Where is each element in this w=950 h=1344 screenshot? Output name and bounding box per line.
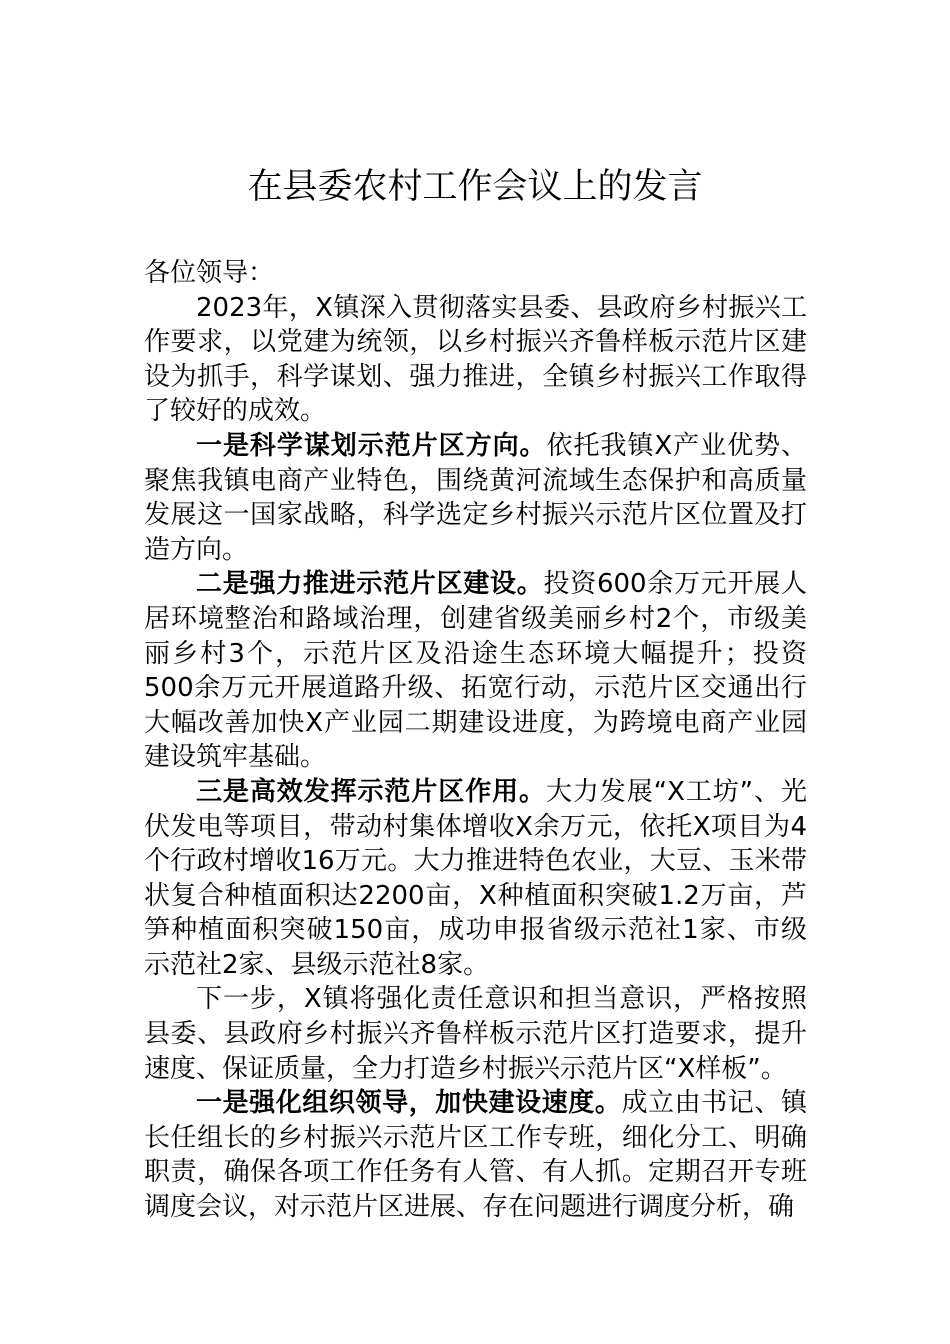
paragraph-text: 依托我镇X产业优势、聚焦我镇电商产业特色，围绕黄河流域生态保护和高质量发展这一国家战略，科学选定乡村振兴示范片区位置及打造方向。: [144, 430, 807, 565]
paragraph-lead: 一是科学谋划示范片区方向。: [196, 430, 547, 461]
paragraph-text: 大力发展“X工坊”、光伏发电等项目，带动村集体增收X余万元，依托X项目为4个行政村增收16万元。大力推进特色农业，大豆、玉米带状复合种植面积达2200亩，X种植面积突破1.2万亩，芦笋种植面积突破150亩，成功申报省级示范社1家、市级示范社2家、县级示范社8家。: [144, 776, 807, 980]
paragraph-lead: 一是强化组织领导，加快建设速度。: [196, 1088, 622, 1119]
paragraph-point-2: [144, 567, 807, 775]
paragraph-text: 下一步，X镇将强化责任意识和担当意识，严格按照县委、县政府乡村振兴齐鲁样板示范片区打造要求，提升速度、保证质量，全力打造乡村振兴示范片区“X样板”。: [144, 984, 807, 1084]
paragraph-point-1: [144, 429, 807, 567]
paragraph-point-3: [144, 775, 807, 983]
paragraph-intro: [144, 291, 807, 429]
paragraph-lead: 二是强力推进示范片区建设。: [196, 569, 544, 600]
paragraph-text: 投资600余万元开展人居环境整治和路域治理，创建省级美丽乡村2个，市级美丽乡村3个，示范片区及沿途生态环境大幅提升；投资500余万元开展道路升级、拓宽行动，示范片区交通出行大幅改善加快X产业园二期建设进度，为跨境电商产业园建设筑牢基础。: [144, 569, 807, 773]
document-body: [144, 256, 807, 1225]
salutation: 各位领导：: [144, 258, 275, 288]
paragraph-text: 成立由书记、镇长任组长的乡村振兴示范片区工作专班，细化分工、明确职责，确保各项工作任务有人管、有人抓。定期召开专班调度会议，对示范片区进展、存在问题进行调度分析，确: [144, 1088, 807, 1223]
document-title: 在县委农村工作会议上的发言: [247, 167, 703, 207]
paragraph-lead: 三是高效发挥示范片区作用。: [196, 776, 546, 807]
paragraph-next-step: [144, 982, 807, 1086]
paragraph-text: 2023年，X镇深入贯彻落实县委、县政府乡村振兴工作要求，以党建为统领，以乡村振兴齐鲁样板示范片区建设为抓手，科学谋划、强力推进，全镇乡村振兴工作取得了较好的成效。: [144, 292, 807, 427]
paragraph-measure-1: [144, 1086, 807, 1224]
